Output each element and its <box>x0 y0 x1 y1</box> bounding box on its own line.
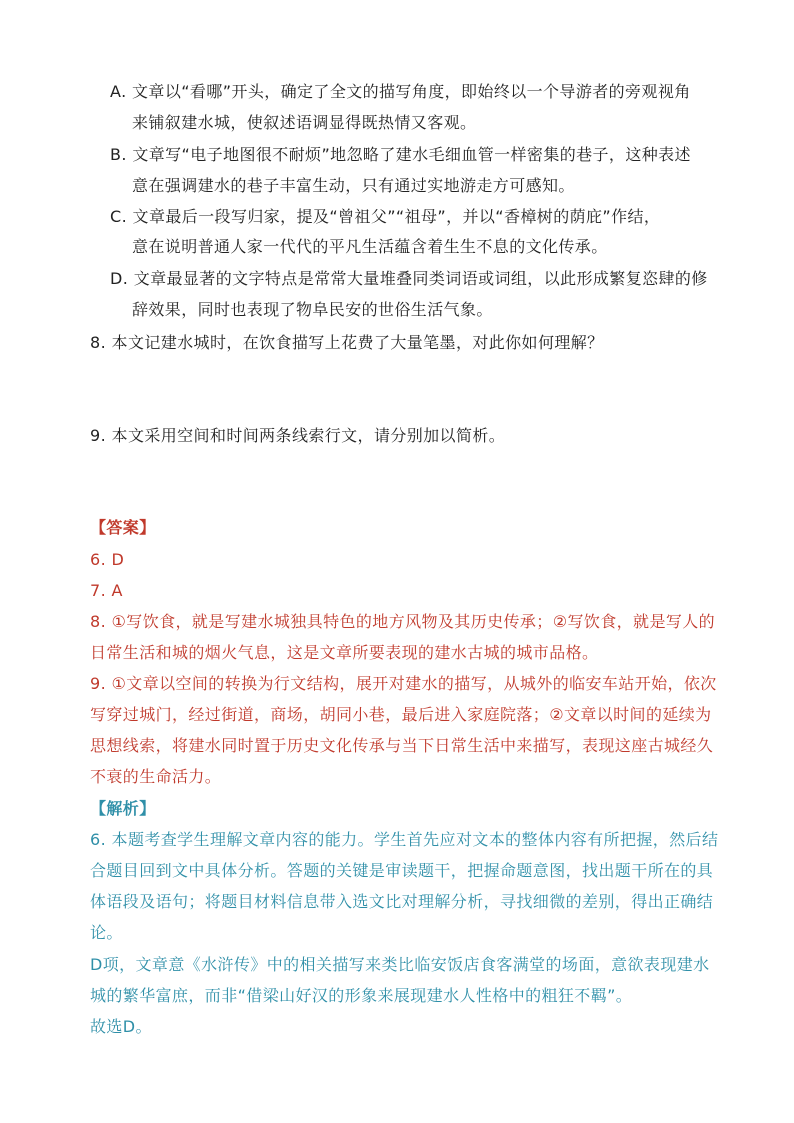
analysis-header: 【解析】 <box>90 799 156 818</box>
question-9: 9. 本文采用空间和时间两条线索行文，请分别加以简析。 <box>90 426 506 445</box>
option-d-line-1: D. 文章最显著的文字特点是常常大量堆叠同类词语或词组，以此形成繁复恣肆的修 <box>110 269 708 288</box>
answer-9-line-2: 写穿过城门，经过街道，商场，胡同小巷，最后进入家庭院落；②文章以时间的延续为 <box>90 705 712 724</box>
analysis-p1-line-2: 合题目回到文中具体分析。答题的关键是审读题干，把握命题意图，找出题干所在的具 <box>90 861 714 880</box>
answer-8-line-1: 8. ①写饮食，就是写建水城独具特色的地方风物及其历史传承；②写饮食，就是写人的 <box>90 612 716 631</box>
analysis-p2-line-2: 城的繁华富庶，而非“借梁山好汉的形象来展现建水人性格中的粗狂不羁”。 <box>90 986 633 1005</box>
answer-7: 7. A <box>90 581 123 600</box>
option-a-line-2: 来铺叙建水城，使叙述语调显得既热情又客观。 <box>132 113 477 132</box>
answer-6: 6. D <box>90 550 125 569</box>
option-b-line-2: 意在强调建水的巷子丰富生动，只有通过实地游走方可感知。 <box>132 176 575 195</box>
question-8: 8. 本文记建水城时，在饮食描写上花费了大量笔墨，对此你如何理解？ <box>90 333 604 352</box>
option-d-line-2: 辞效果，同时也表现了物阜民安的世俗生活气象。 <box>132 300 493 319</box>
analysis-p1-line-1: 6. 本题考查学生理解文章内容的能力。学生首先应对文本的整体内容有所把握，然后结 <box>90 830 719 849</box>
analysis-p2-line-1: D项，文章意《水浒传》中的相关描写来类比临安饭店食客满堂的场面，意欲表现建水 <box>90 955 710 974</box>
analysis-p1-line-4: 论。 <box>90 923 123 942</box>
option-c-line-1: C. 文章最后一段写归家，提及“曾祖父”“祖母”，并以“香樟树的荫庇”作结， <box>110 207 661 226</box>
option-c-line-2: 意在说明普通人家一代代的平凡生活蕴含着生生不息的文化传承。 <box>132 237 608 256</box>
answer-9-line-3: 思想线索，将建水同时置于历史文化传承与当下日常生活中来描写，表现这座古城经久 <box>90 736 714 755</box>
option-b-line-1: B. 文章写“电子地图很不耐烦”地忽略了建水毛细血管一样密集的巷子，这种表述 <box>110 145 691 164</box>
answer-8-line-2: 日常生活和城的烟火气息，这是文章所要表现的建水古城的城市品格。 <box>90 643 599 662</box>
option-a-line-1: A. 文章以“看哪”开头，确定了全文的描写角度，即始终以一个导游者的旁观视角 <box>110 82 691 101</box>
answer-9-line-1: 9. ①文章以空间的转换为行文结构，展开对建水的描写，从城外的临安车站开始，依次 <box>90 674 717 693</box>
analysis-conclusion: 故选D。 <box>90 1017 152 1036</box>
analysis-p1-line-3: 体语段及语句；将题目材料信息带入选文比对理解分析，寻找细微的差别，得出正确结 <box>90 892 714 911</box>
answer-header: 【答案】 <box>90 518 156 537</box>
answer-9-line-4: 不衰的生命活力。 <box>90 767 222 786</box>
